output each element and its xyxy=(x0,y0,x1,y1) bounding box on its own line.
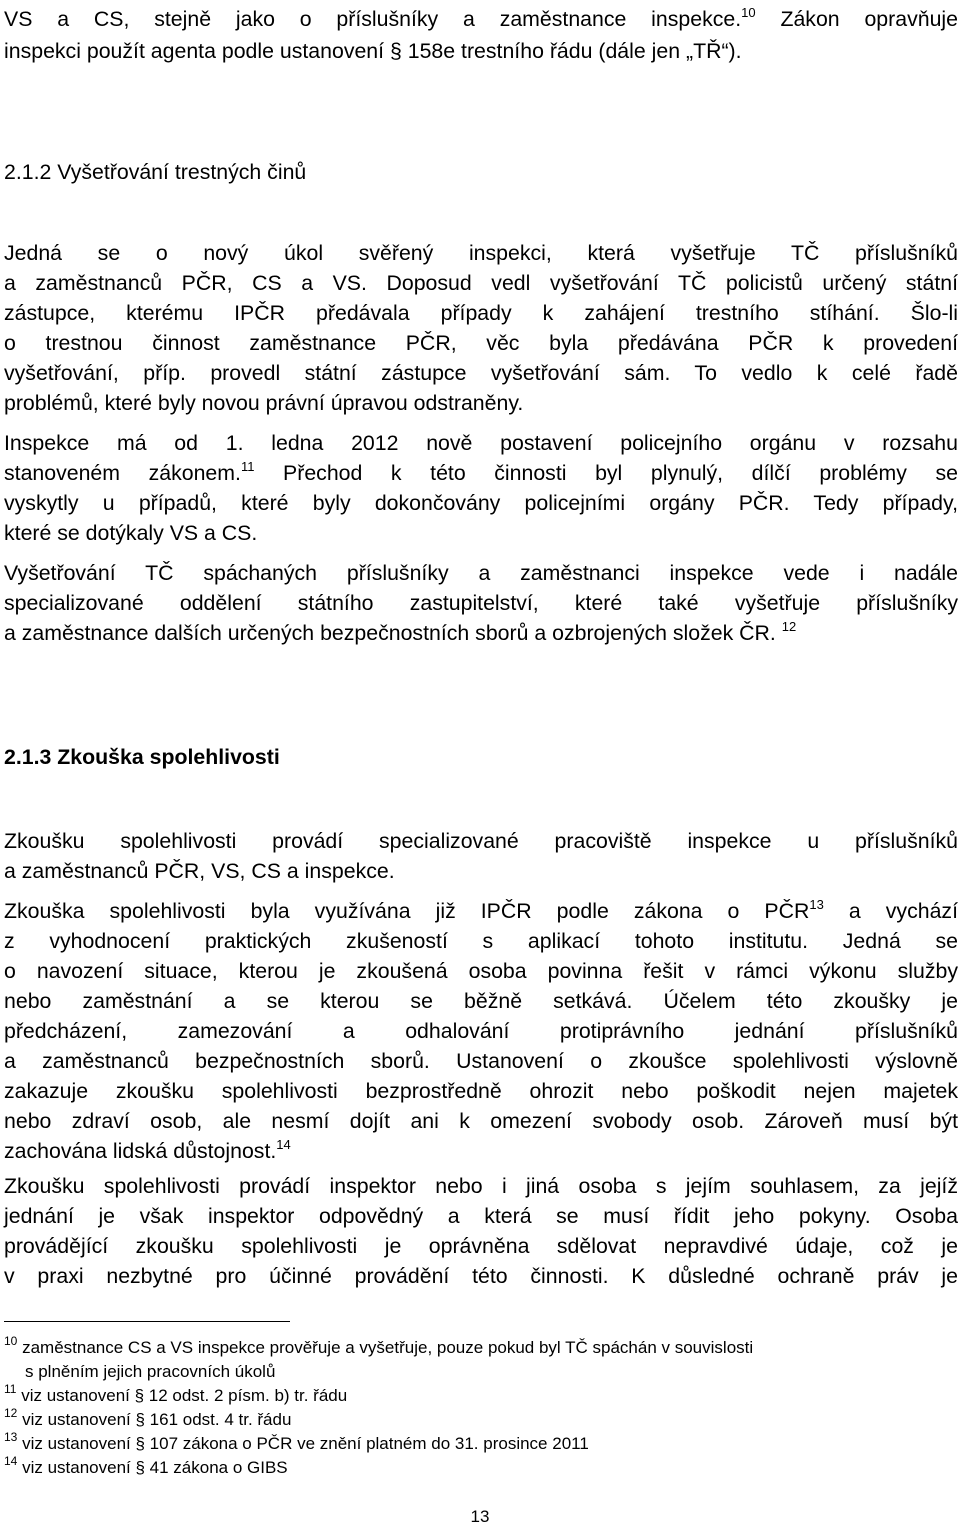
paragraph-line: zástupce, kterému IPČR předávala případy k zahájení trestního stíhání. Šlo-li xyxy=(4,301,958,325)
paragraph-line: Zkoušku spolehlivosti provádí specializované pracoviště inspekce u příslušníků xyxy=(4,829,958,853)
footnote-12: $^{12}$ viz ustanovení § 161 odst. 4 tr. řádu xyxy=(4,1406,292,1429)
paragraph-line: Zkoušku spolehlivosti provádí inspektor nebo i jiná osoba s jejím souhlasem, za jejíž xyxy=(4,1174,958,1198)
paragraph-line: provádějící zkoušku spolehlivosti je oprávněna sdělovat nepravdivé údaje, což je xyxy=(4,1234,958,1258)
page-number: 13 xyxy=(470,1507,490,1526)
paragraph-line: z vyhodnocení praktických zkušeností s aplikací tohoto institutu. Jedná se xyxy=(4,929,958,953)
footnote-ref[interactable]: 14 xyxy=(276,1137,291,1152)
paragraph-line: nebo zaměstnání a se kterou se běžně setkává. Účelem této zkoušky je xyxy=(4,989,958,1013)
paragraph-line: problémů, které byly novou právní úpravou odstraněny. xyxy=(4,391,524,415)
paragraph-line: o trestnou činnost zaměstnance PČR, věc byla předávána PČR k provedení xyxy=(4,331,958,355)
paragraph-line: Vyšetřování TČ spáchaných příslušníky a zaměstnanci inspekce vede i nadále xyxy=(4,561,958,585)
footnote-number: 10 xyxy=(4,1334,18,1348)
paragraph-line: a zaměstnance dalších určených bezpečnostních sborů a ozbrojených složek ČR. $^{12}$ xyxy=(4,619,797,645)
paragraph-line: Inspekce má od 1. ledna 2012 nově postavení policejního orgánu v rozsahu xyxy=(4,431,958,455)
footnote-number: 14 xyxy=(4,1454,18,1468)
footnote-ref[interactable]: 13 xyxy=(809,897,824,912)
paragraph-line: které se dotýkaly VS a CS. xyxy=(4,521,258,545)
paragraph-line: a zaměstnanců PČR, CS a VS. Doposud vedl vyšetřování TČ policistů určený státní xyxy=(4,271,958,295)
section-heading: 2.1.3 Zkouška spolehlivosti xyxy=(4,745,280,769)
paragraph-line: jednání je však inspektor odpovědný a která se musí řídit jeho pokyny. Osoba xyxy=(4,1204,958,1228)
footnote-ref[interactable]: 12 xyxy=(781,619,797,634)
paragraph-line: inspekci použít agenta podle ustanovení § 158e trestního řádu (dále jen „TŘ“). xyxy=(4,39,742,63)
paragraph-line: předcházení, zamezování a odhalování protiprávního jednání příslušníků xyxy=(4,1019,958,1043)
paragraph-line: zakazuje zkoušku spolehlivosti bezprostředně ohrozit nebo poškodit nejen majetek xyxy=(4,1079,958,1103)
paragraph-line: stanoveném zákonem.$^{11}$ Přechod k této činnosti byl plynulý, dílčí problémy se xyxy=(4,459,958,485)
footnote-11: $^{11}$ viz ustanovení § 12 odst. 2 písm. b) tr. řádu xyxy=(4,1382,348,1405)
paragraph-line: v praxi nezbytné pro účinné provádění této činnosti. K důsledné ochraně práv je xyxy=(4,1264,958,1288)
paragraph-line: Zkouška spolehlivosti byla využívána již IPČR podle zákona o PČR$^{13}$ a vychází xyxy=(4,897,958,923)
paragraph-line: VS a CS, stejně jako o příslušníky a zaměstnance inspekce.$^{10}$ Zákon opravňuje xyxy=(4,5,958,31)
footnote-10-continued: s plněním jejich pracovních úkolů xyxy=(25,1362,276,1381)
paragraph-line: zachována lidská důstojnost.$^{14}$ xyxy=(4,1137,291,1163)
paragraph-line: Jedná se o nový úkol svěřený inspekci, která vyšetřuje TČ příslušníků xyxy=(4,241,958,265)
footnote-number: 12 xyxy=(4,1406,18,1420)
footnote-separator xyxy=(4,1321,290,1322)
footnote-number: 11 xyxy=(4,1382,17,1396)
paragraph-line: vyskytly u případů, které byly dokončovány policejními orgány PČR. Tedy případy, xyxy=(4,491,958,515)
paragraph-line: a zaměstnanců PČR, VS, CS a inspekce. xyxy=(4,859,395,883)
paragraph-line: o navození situace, kterou je zkoušená osoba povinna řešit v rámci výkonu služby xyxy=(4,959,958,983)
footnote-number: 13 xyxy=(4,1430,18,1444)
footnote-14: $^{14}$ viz ustanovení § 41 zákona o GIBS xyxy=(4,1454,288,1477)
paragraph-line: a zaměstnanců bezpečnostních sborů. Ustanovení o zkoušce spolehlivosti výslovně xyxy=(4,1049,958,1073)
paragraph-line: specializované oddělení státního zastupitelství, které také vyšetřuje příslušníky xyxy=(4,591,958,615)
footnote-10: $^{10}$ zaměstnance CS a VS inspekce prověřuje a vyšetřuje, pouze pokud byl TČ spáchán v souvislosti xyxy=(4,1334,754,1357)
footnote-13: $^{13}$ viz ustanovení § 107 zákona o PČR ve znění platném do 31. prosince 2011 xyxy=(4,1430,589,1453)
footnote-ref[interactable]: 11 xyxy=(240,459,255,474)
paragraph-line: nebo zdraví osob, ale nesmí dojít ani k omezení svobody osob. Zároveň musí být xyxy=(4,1109,958,1133)
paragraph-line: vyšetřování, příp. provedl státní zástupce vyšetřování sám. To vedlo k celé řadě xyxy=(4,361,958,385)
section-heading: 2.1.2 Vyšetřování trestných činů xyxy=(4,160,307,184)
footnote-ref[interactable]: 10 xyxy=(741,5,756,20)
